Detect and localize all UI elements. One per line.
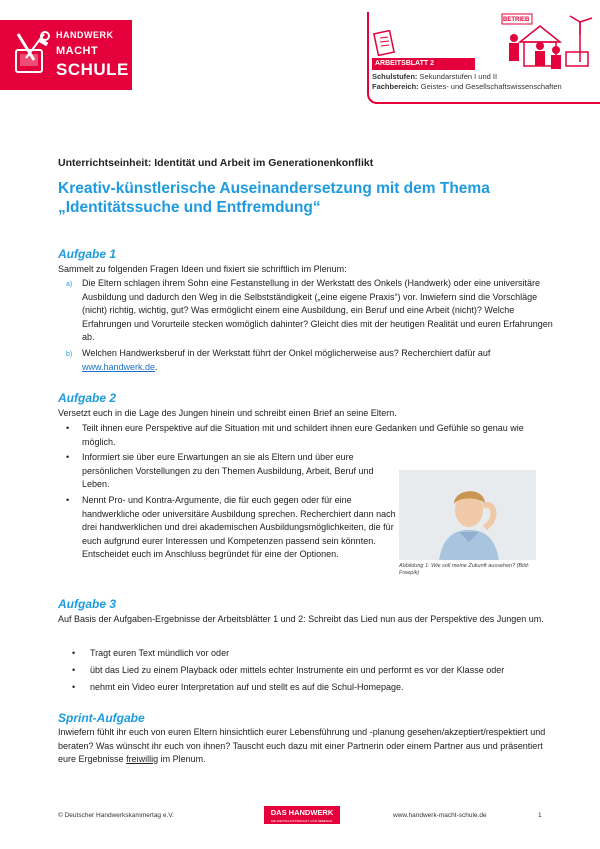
aufgabe2-heading: Aufgabe 2	[58, 391, 117, 405]
bullet-icon: •	[66, 423, 70, 433]
aufgabe1-item-a	[66, 277, 556, 345]
logo-text-1: HANDWERK	[56, 30, 114, 40]
sheet-label: ARBEITSBLATT 2	[372, 58, 475, 70]
sprint-text-before: Inwiefern fühlt ihr euch von euren Eltern hinsichtlich eurer Lebensführung und -planung gesehen/akzeptiert/respektiert und beraten? Was wünscht ihr euch von ihnen? Tauscht euch dazu mit einer Partnerin oder einem Partner aus und präsentiert eure Ergebnisse	[58, 727, 546, 764]
bullet-icon: •	[66, 495, 70, 505]
sprint-text	[58, 726, 558, 767]
aufgabe2-bullet-1	[66, 422, 556, 449]
item-marker: a)	[66, 281, 73, 288]
aufgabe3-bullet-2	[66, 664, 566, 678]
item-text-after: .	[155, 361, 158, 372]
aufgabe2-intro: Versetzt euch in die Lage des Jungen hinein und schreibt einen Brief an seine Eltern.	[58, 408, 397, 418]
photo-caption: Abbildung 1: Wie soll meine Zukunft aussehen? (Bild: Freepik)	[399, 563, 530, 576]
bullet-text: Tragt euren Text mündlich vor oder	[90, 648, 230, 658]
fachbereich-label: Fachbereich:	[372, 82, 419, 91]
schulstufen-label: Schulstufen:	[372, 72, 418, 81]
aufgabe1-intro: Sammelt zu folgenden Fragen Ideen und fixiert sie schriftlich im Plenum:	[58, 264, 347, 274]
bullet-text: Informiert sie über eure Erwartungen an sie als Eltern und über eure persönlichen Vorstellungen zu den Themen Ausbildung, Arbeit, Beruf und Leben.	[82, 452, 374, 489]
unit-subtitle: Unterrichtseinheit: Identität und Arbeit im Generationenkonflikt	[58, 157, 374, 169]
schulstufen-value: Sekundarstufen I und II	[419, 72, 498, 81]
logo-text-2: MACHT	[56, 45, 99, 57]
handwerk-link[interactable]: www.handwerk.de	[82, 361, 156, 372]
aufgabe3-bullet-3	[66, 681, 556, 695]
logo-text-3: SCHULE	[56, 60, 129, 79]
page-number: 1	[538, 812, 542, 819]
item-text: Die Eltern schlagen ihrem Sohn eine Festanstellung in der Werkstatt des Onkels (Handwerk) oder eine universitäre Ausbildung und dadurch den Weg in die Selbstständigkeit („eine eigene Praxis“) vor. Inwiefern sind die Vorschläge (nicht) richtig, wichtig, gut? Was ermöglicht einem eine Ausbildung, ein Beruf und eine Arbeit (nicht)? Welche Erfahrungen und Vorurteile stecken womöglich dahinter? Gleicht dies mit der heutigen Realität und euren Erfahrungen ab.	[82, 278, 553, 342]
aufgabe3-intro: Auf Basis der Aufgaben-Ergebnisse der Arbeitsblätter 1 und 2: Schreibt das Lied nun aus der Perspektive des Jungen um.	[58, 614, 544, 624]
sprint-heading: Sprint-Aufgabe	[58, 711, 145, 725]
footer-logo-text: DAS HANDWERK	[270, 808, 334, 817]
aufgabe1-heading: Aufgabe 1	[58, 247, 117, 261]
aufgabe2-bullet-3	[66, 494, 396, 562]
boy-thinking-illustration	[399, 470, 536, 560]
item-marker: b)	[66, 351, 73, 358]
sprint-underlined: freiwillig	[126, 754, 159, 764]
bullet-icon: •	[66, 452, 70, 462]
page-title: Kreativ-künstlerische Auseinandersetzung mit dem Thema „Identitätssuche und Entfremdung“	[58, 180, 490, 216]
aufgabe1-item-b	[66, 347, 556, 374]
footer-logo	[264, 806, 340, 824]
fachbereich-value: Geistes- und Gesellschaftswissenschaften	[420, 82, 562, 91]
bullet-icon: •	[72, 682, 76, 692]
aufgabe3-bullet-1	[66, 647, 556, 661]
item-text: Welchen Handwerksberuf in der Werkstatt führt der Onkel möglicherweise aus? Recherchiert dafür auf	[82, 348, 491, 358]
footer-copyright: © Deutscher Handwerkskammertag e.V.	[58, 812, 174, 819]
bullet-text: Nennt Pro- und Kontra-Argumente, die für euch gegen oder für eine handwerkliche oder universitäre Ausbildung sprechen. Recherchiert dann nach drei handwerklichen und drei akademischen Ausbildungsmöglichkeiten, die für euch aufgrund eurer Interessen und Kompetenzen passend sein könnten. Entscheidet euch im Anschluss begründet für eine der Optionen.	[82, 495, 396, 559]
bullet-icon: •	[72, 648, 76, 658]
bullet-text: nehmt ein Video eurer Interpretation auf und stellt es auf die Schul-Homepage.	[90, 682, 404, 692]
aufgabe3-heading: Aufgabe 3	[58, 597, 117, 611]
footer-url[interactable]: www.handwerk-macht-schule.de	[393, 812, 487, 819]
footer-logo-tagline: DIE WIRTSCHAFTSMACHT. VON NEBENAN.	[270, 819, 334, 823]
brand-logo	[0, 20, 132, 90]
sheet-meta	[372, 72, 592, 92]
bullet-icon: •	[72, 665, 76, 675]
bullet-text: Teilt ihnen eure Perspektive auf die Situation mit und schildert ihnen eure Gedanken und Gefühle so genau wie möglich.	[82, 423, 524, 447]
aufgabe2-bullet-2	[66, 451, 396, 492]
tools-logo-icon	[12, 30, 52, 78]
sprint-text-after: im Plenum.	[160, 754, 206, 764]
illustration-sign-text: BETRIEB	[503, 17, 530, 23]
boy-thinking-photo	[399, 470, 536, 560]
bullet-text: übt das Lied zu einem Playback oder mittels echter Instrumente ein und performt es vor der Klasse oder	[90, 665, 505, 675]
worksheet-icon	[372, 30, 398, 56]
